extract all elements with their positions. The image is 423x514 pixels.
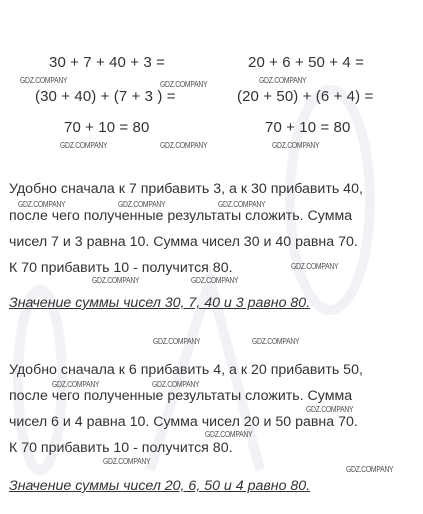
right-equation-line-3: 70 + 10 = 80 [265, 119, 351, 136]
explanation-2-line: после чего полученные результаты сложить. Сумма [9, 388, 353, 404]
watermark-stamp: GDZ.COMPANY [252, 337, 300, 346]
watermark-stamp: GDZ.COMPANY [259, 76, 307, 85]
watermark-stamp: GDZ.COMPANY [346, 465, 394, 474]
explanation-2-line: чисел 6 и 4 равна 10. Сумма чисел 20 и 50 равна 70. [9, 414, 358, 430]
watermark-stamp: GDZ.COMPANY [152, 380, 200, 389]
right-equation-line-1: 20 + 6 + 50 + 4 = [248, 54, 364, 71]
watermark-stamp: GDZ.COMPANY [291, 262, 339, 271]
explanation-1-line: К 70 прибавить 10 - получится 80. [9, 260, 233, 276]
explanation-1-line: чисел 7 и 3 равна 10. Сумма чисел 30 и 40 равна 70. [9, 234, 358, 250]
watermark-stamp: GDZ.COMPANY [60, 141, 108, 150]
watermark-stamp: GDZ.COMPANY [306, 405, 354, 414]
explanation-1-line: после чего полученные результаты сложить. Сумма [9, 208, 353, 224]
conclusion-2: Значение суммы чисел 20, 6, 50 и 4 равно 80. [9, 478, 311, 494]
watermark-stamp: GDZ.COMPANY [160, 141, 208, 150]
left-equation-line-2: (30 + 40) + (7 + 3 ) = [35, 88, 176, 105]
watermark-stamp: GDZ.COMPANY [191, 276, 239, 285]
explanation-2-line: К 70 прибавить 10 - получится 80. [9, 440, 233, 456]
watermark-stamp: GDZ.COMPANY [20, 76, 68, 85]
watermark-stamp: GDZ.COMPANY [160, 80, 208, 89]
watermark-stamp: GDZ.COMPANY [205, 430, 253, 439]
watermark-stamp: GDZ.COMPANY [18, 200, 66, 209]
watermark-stamp: GDZ.COMPANY [52, 380, 100, 389]
watermark-stamp: GDZ.COMPANY [272, 141, 320, 150]
watermark-stamp: GDZ.COMPANY [92, 276, 140, 285]
conclusion-1: Значение суммы чисел 30, 7, 40 и 3 равно 80. [9, 295, 311, 311]
watermark-stamp: GDZ.COMPANY [103, 457, 151, 466]
left-equation-line-3: 70 + 10 = 80 [64, 119, 150, 136]
left-equation-line-1: 30 + 7 + 40 + 3 = [49, 54, 165, 71]
right-equation-line-2: (20 + 50) + (6 + 4) = [237, 88, 374, 105]
watermark-stamp: GDZ.COMPANY [118, 200, 166, 209]
watermark-stamp: GDZ.COMPANY [153, 337, 201, 346]
explanation-1-line: Удобно сначала к 7 прибавить 3, а к 30 прибавить 40, [9, 181, 363, 197]
explanation-2-line: Удобно сначала к 6 прибавить 4, а к 20 прибавить 50, [9, 362, 363, 378]
watermark-stamp: GDZ.COMPANY [218, 200, 266, 209]
